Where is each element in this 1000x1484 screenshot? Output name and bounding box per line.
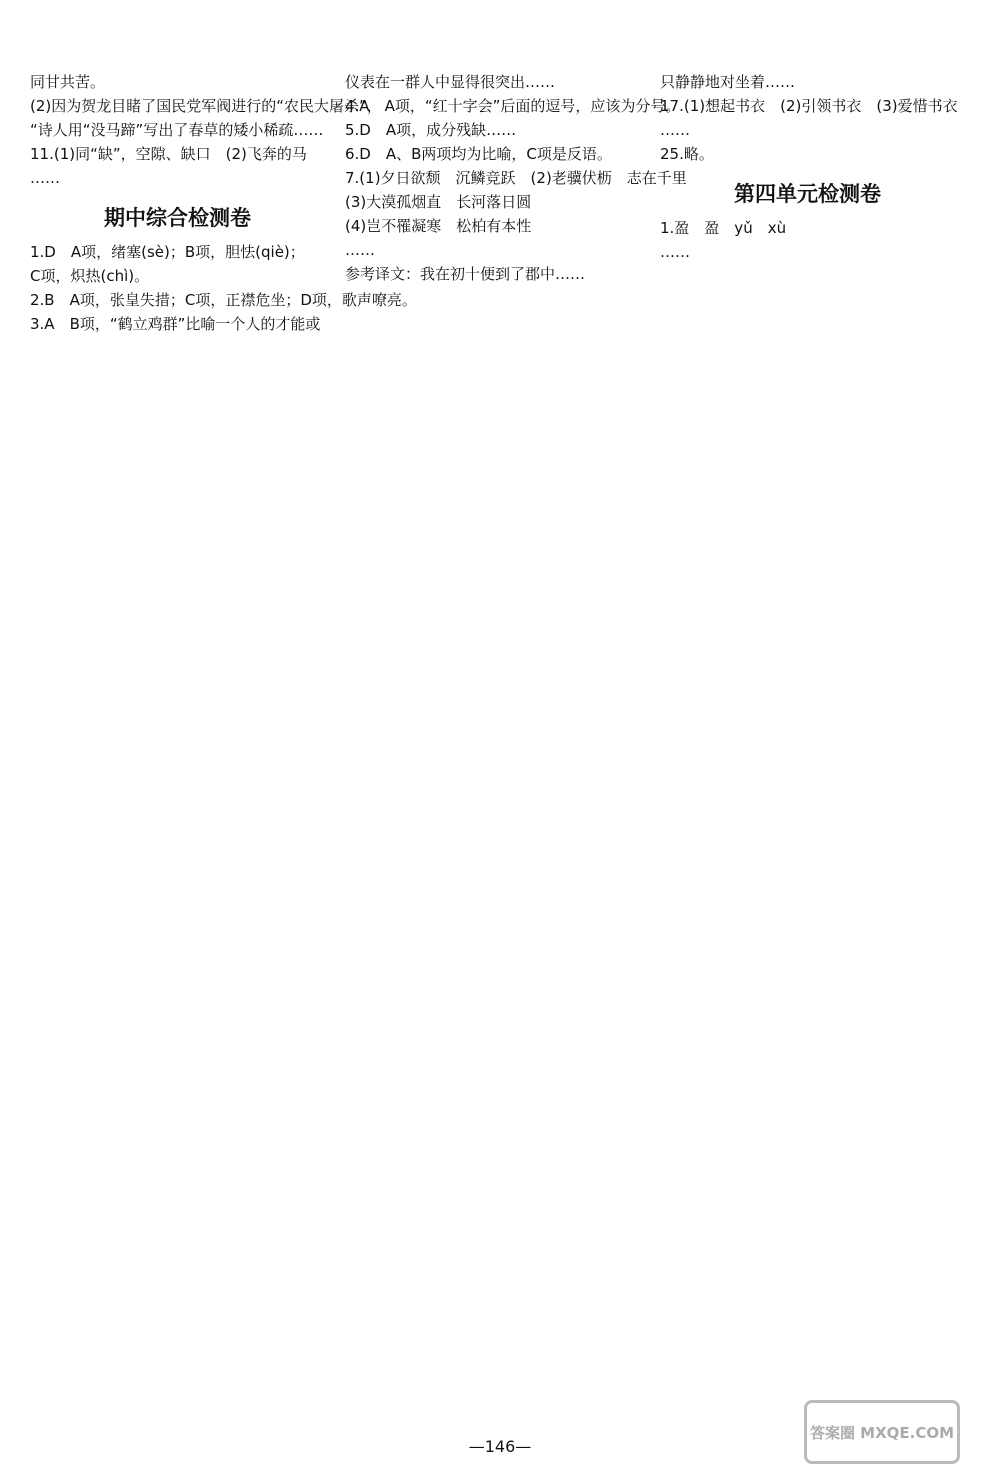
text-line: …… (660, 243, 690, 261)
page-number: —146— (468, 1437, 532, 1456)
text-line: 11.(1)同“缺”，空隙、缺口 (2)飞奔的马 (30, 145, 307, 163)
text-line: 2.B A项，张皇失措；C项，正襟危坐；D项，歌声嘹亮。 (30, 291, 417, 309)
text-line: 1.D A项，绪塞(sè)；B项，胆怯(qiè)； (30, 243, 305, 261)
watermark: 答案圈 MXQE.COM (804, 1400, 960, 1464)
column-1-text (30, 70, 382, 190)
text-line: 25.略。 (660, 145, 714, 163)
column-3 (660, 70, 958, 1430)
text-line: 1.盈 盈 yǔ xù (660, 219, 787, 237)
text-line: (2)因为贺龙目睹了国民党军阀进行的“农民大屠杀”， (30, 97, 382, 115)
column-1 (30, 70, 417, 1430)
text-line: (4)岂不罹凝寒 松柏有本性 (345, 217, 532, 235)
text-line: (3)大漠孤烟直 长河落日圆 (345, 193, 532, 211)
text-line: 同甘共苦。 (30, 73, 106, 91)
text-line: 5.D A项，成分残缺…… (345, 121, 517, 139)
text-line: 6.D A、B两项均为比喻，C项是反语。 (345, 145, 612, 163)
text-line: 参考译文：我在初十便到了郡中…… (345, 265, 586, 283)
text-line: …… (660, 121, 690, 139)
text-line: 4.A A项，“红十字会”后面的逗号，应该为分号。 (345, 97, 681, 115)
text-line: 17.(1)想起书衣 (2)引领书衣 (3)爱惜书衣 (660, 97, 958, 115)
text-line: 3.A B项，“鹤立鸡群”比喻一个人的才能或 (30, 315, 321, 333)
column-1-end (30, 240, 417, 336)
mid-exam-heading: 期中综合检测卷 (104, 205, 251, 230)
unit4-heading: 第四单元检测卷 (734, 181, 881, 206)
text-line: 只静静地对坐着…… (660, 73, 796, 91)
text-line: 7.(1)夕日欲颓 沉鳞竞跃 (2)老骥伏枥 志在千里 (345, 169, 687, 187)
text-line: “诗人用“没马蹄”写出了春草的矮小稀疏…… (30, 121, 324, 139)
text-line: …… (30, 169, 60, 187)
text-line: C项，炽热(chì)。 (30, 267, 150, 285)
text-line: 仪表在一群人中显得很突出…… (345, 73, 556, 91)
text-line: …… (345, 241, 375, 259)
